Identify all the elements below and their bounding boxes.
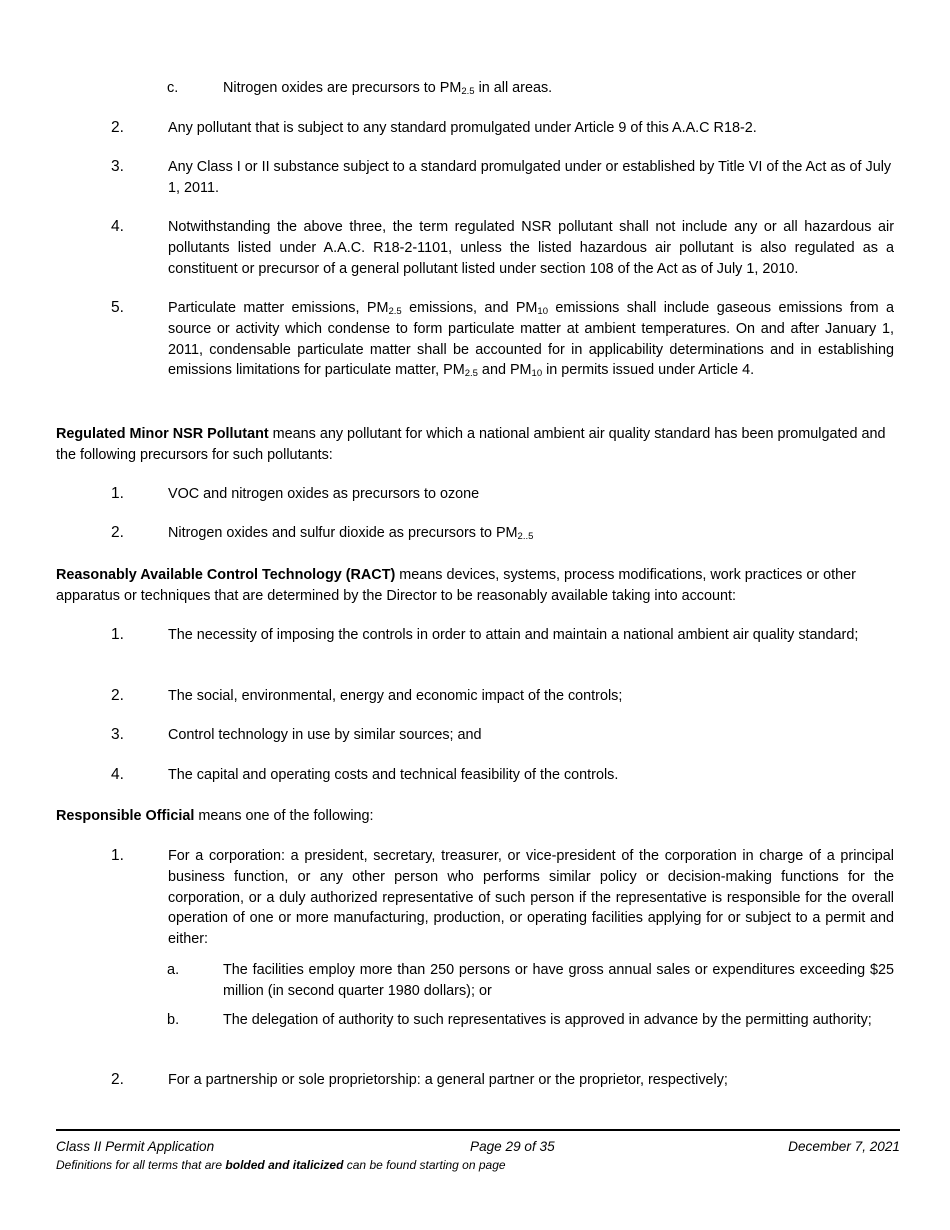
- list-item-text: Control technology in use by similar sources; and: [168, 727, 482, 743]
- list-item-text: The social, environmental, energy and economic impact of the controls;: [168, 688, 623, 704]
- definition-paragraph: Regulated Minor NSR Pollutant means any pollutant for which a national ambient air quality standard has been promulgated and the following precursors for such pollutants:: [56, 426, 886, 463]
- definition-paragraph: Reasonably Available Control Technology (RACT) means devices, systems, process modifications, work practices or other apparatus or techniques that are determined by the Director to be reasonably available taking into account:: [56, 567, 856, 604]
- defined-term: Responsible Official: [56, 808, 195, 824]
- list-item-text: Nitrogen oxides are precursors to $PM_{2.5}$ in all areas.: [223, 80, 553, 97]
- defined-term: Regulated Minor NSR Pollutant: [56, 426, 269, 442]
- list-marker: 4.: [111, 218, 124, 235]
- footer-document-title: Class II Permit Application: [56, 1139, 215, 1154]
- list-marker: 5.: [111, 299, 124, 316]
- list-marker: 3.: [111, 158, 124, 175]
- list-item-text: Any Class I or II substance subject to a standard promulgated under or established by Title VI of the Act as of July 1, 2011.: [168, 159, 892, 196]
- definition-paragraph: Responsible Official means one of the following:: [56, 808, 374, 824]
- list-marker: 2.: [111, 119, 124, 136]
- list-marker: 4.: [111, 766, 124, 783]
- list-marker: 3.: [111, 726, 124, 743]
- list-item-text: For a corporation: a president, secretary, treasurer, or vice-president of the corporation in charge of a principal business function, or any other person who performs similar policy or decision-making functions for the corporation, or a duly authorized representative of such person if the representative is responsible for the overall operation of one or more manufacturing, production, or operating facilities applying for or subject to a permit and either:: [168, 848, 894, 948]
- list-item-text: VOC and nitrogen oxides as precursors to ozone: [168, 486, 480, 502]
- footer-divider: [56, 1129, 900, 1131]
- list-item-text: The necessity of imposing the controls in order to attain and maintain a national ambient air quality standard;: [168, 627, 859, 643]
- footer-date: December 7, 2021: [788, 1139, 900, 1154]
- list-marker: 2.: [111, 524, 124, 541]
- list-item-text: The capital and operating costs and technical feasibility of the controls.: [168, 767, 619, 783]
- list-marker: 1.: [111, 847, 124, 864]
- list-item-text: Nitrogen oxides and sulfur dioxide as precursors to $PM_{2..5}$: [168, 525, 534, 542]
- list-item-text: Particulate matter emissions, $PM_{2.5}$ emissions, and $PM_{10}$ emissions shall include gaseous emissions from a source or activity which condense to form particulate matter at ambient temperatures. On and after January 1, 2011, condensable particulate matter shall be accounted for in applicability determinations and in establishing emissions limitations for particulate matter, $PM_{2.5}$ and $PM_{10}$ in permits issued under Article 4.: [168, 300, 894, 380]
- footer-note: Definitions for all terms that are bolded and italicized can be found starting on page: [56, 1158, 506, 1172]
- list-item-text: Notwithstanding the above three, the term regulated NSR pollutant shall not include any or all hazardous air pollutants listed under A.A.C. R18-2-1101, unless the listed hazardous air pollutant is also regulated as a constituent or precursor of a general pollutant listed under section 108 of the Act as of July 1, 2010.: [168, 219, 894, 277]
- list-item-text: For a partnership or sole proprietorship: a general partner or the proprietor, respectively;: [168, 1072, 728, 1088]
- list-marker: a.: [167, 962, 180, 978]
- defined-term: Reasonably Available Control Technology (RACT): [56, 567, 396, 583]
- list-item-text: The facilities employ more than 250 persons or have gross annual sales or expenditures exceeding $25 million (in second quarter 1980 dollars); or: [223, 962, 894, 999]
- list-item-text: Any pollutant that is subject to any standard promulgated under Article 9 of this A.A.C R18-2.: [168, 120, 757, 136]
- list-marker: c.: [167, 80, 179, 96]
- list-marker: 2.: [111, 687, 124, 704]
- footer-page-number: Page 29 of 35: [470, 1139, 555, 1154]
- list-marker: 2.: [111, 1071, 124, 1088]
- list-item-text: The delegation of authority to such representatives is approved in advance by the permitting authority;: [223, 1012, 872, 1028]
- list-marker: b.: [167, 1012, 180, 1028]
- list-marker: 1.: [111, 485, 124, 502]
- list-marker: 1.: [111, 626, 124, 643]
